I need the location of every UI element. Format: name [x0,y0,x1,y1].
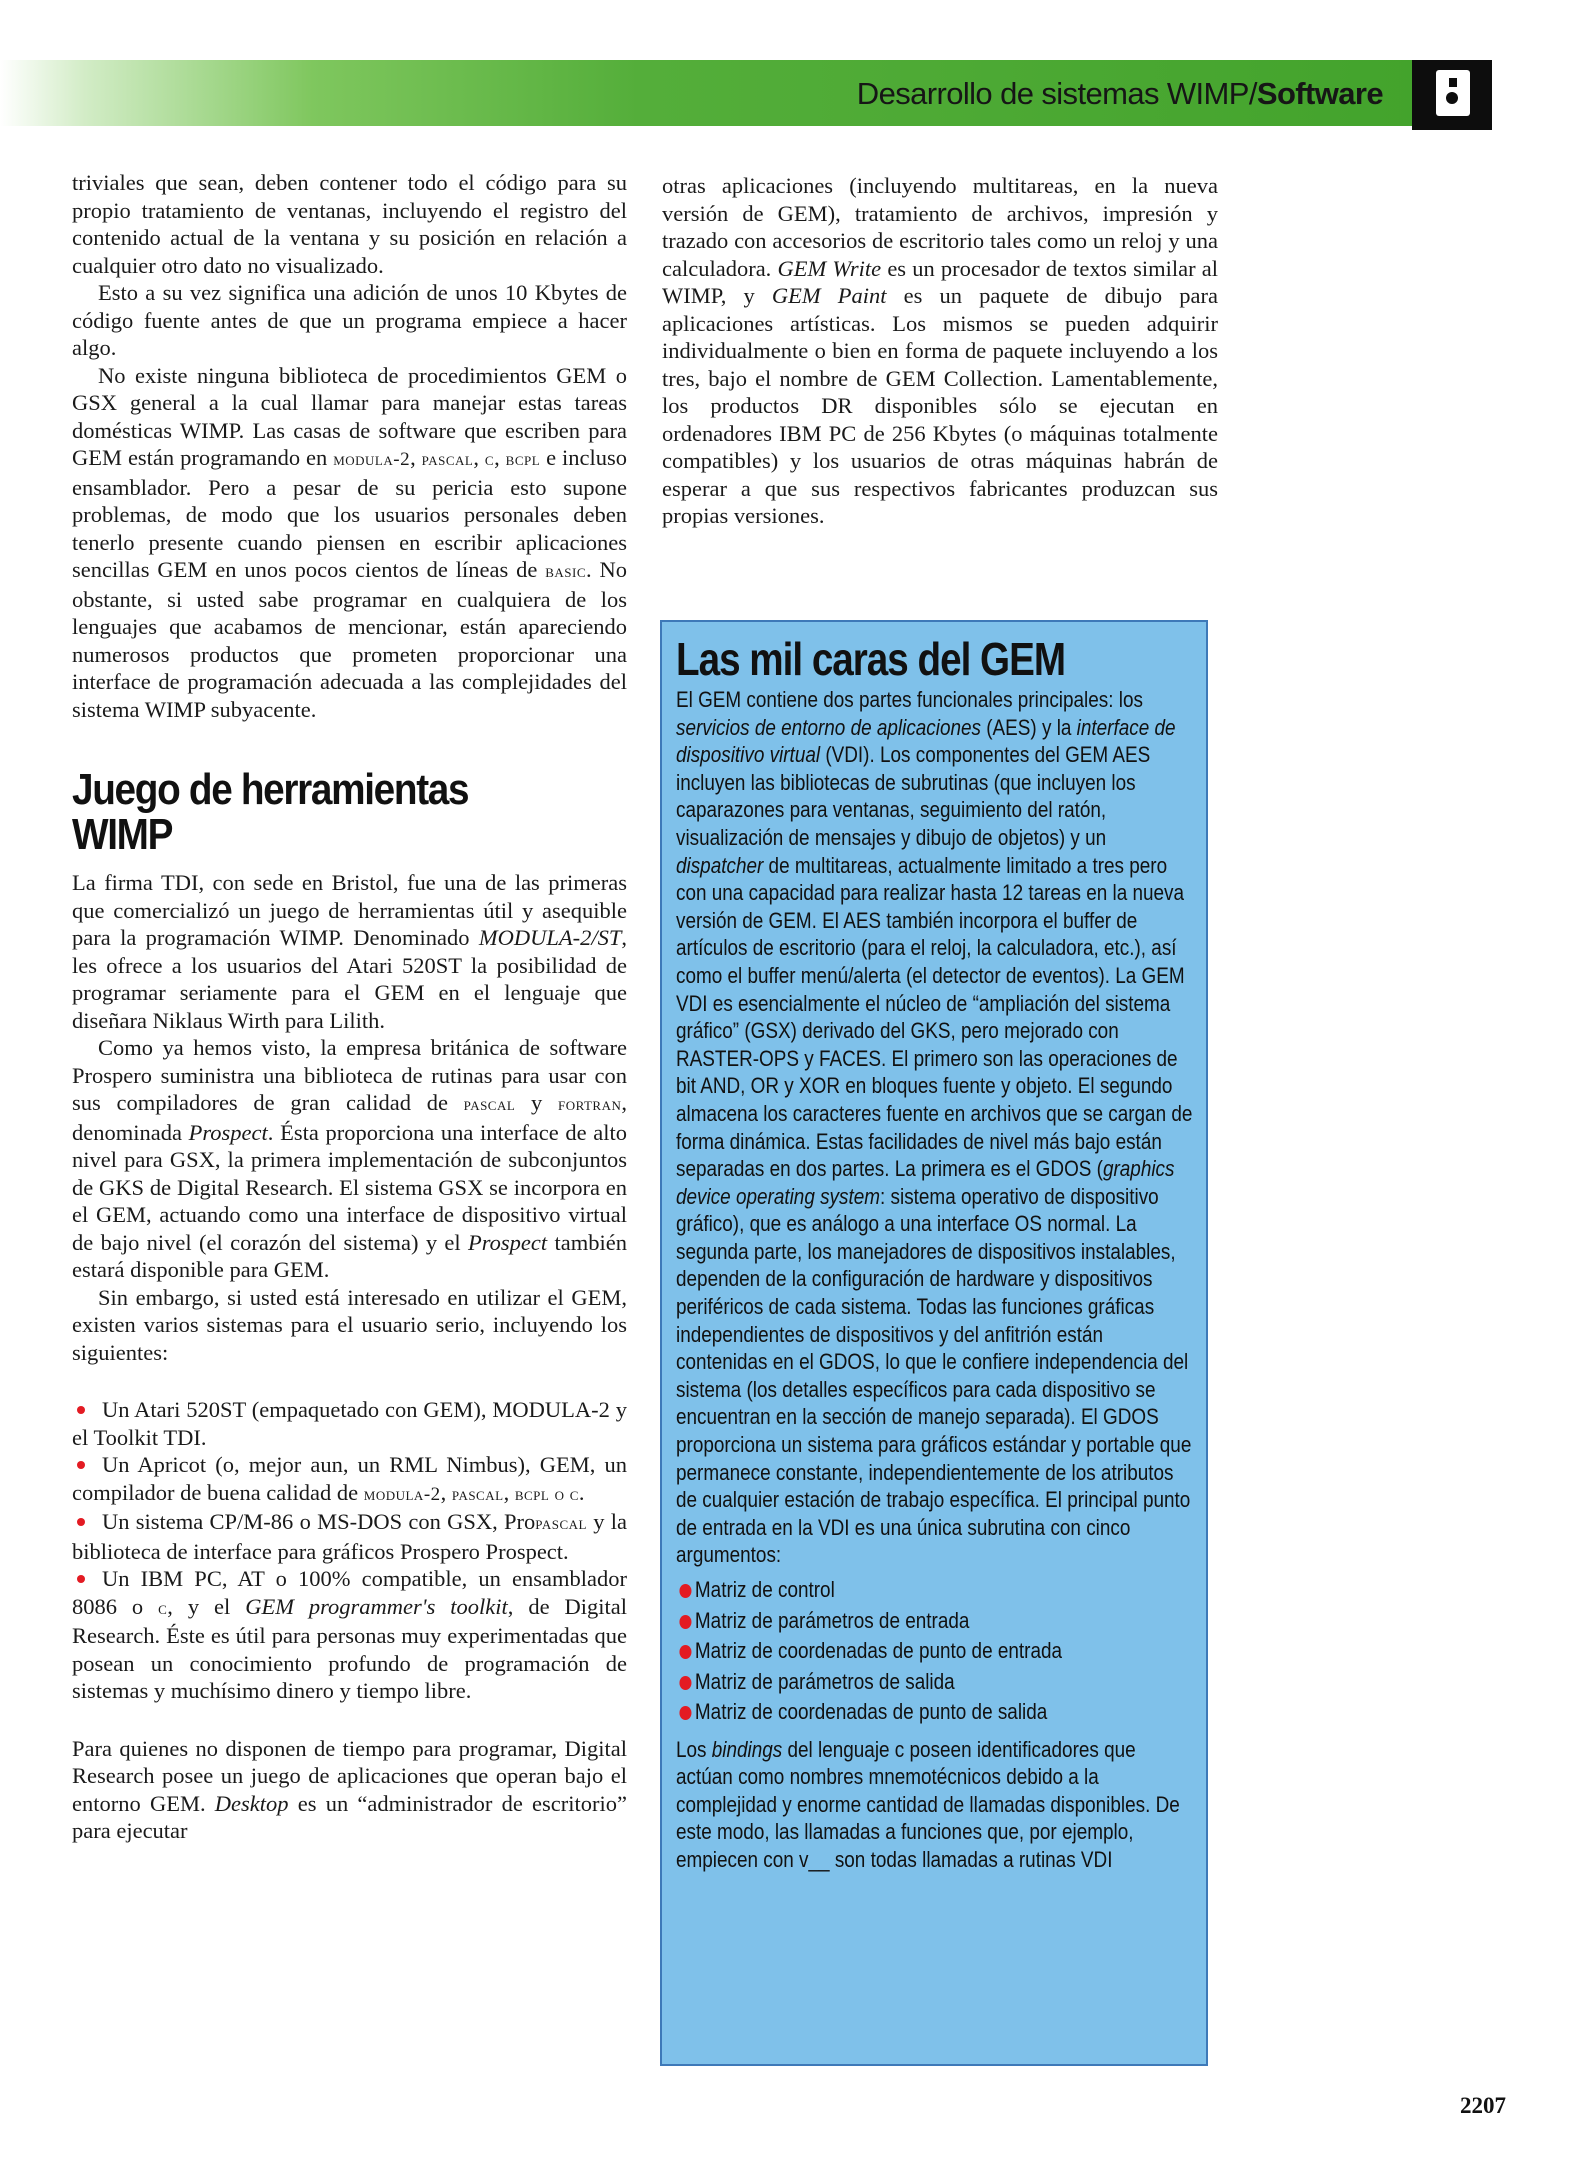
bullet-icon [679,1706,691,1720]
bullet-icon [77,1461,85,1469]
list-item: Un sistema CP/M-86 o MS-DOS con GSX, Propascal y la biblioteca de interface para gráficos Prospero Prospect. [72,1509,627,1564]
paragraph: Como ya hemos visto, la empresa británica de software Prospero suministra una biblioteca de rutinas para usar con sus compiladores de gran calidad de pascal y fortran, denominada Prospect. Ésta proporciona una interface de alto nivel para GSX, la primera implementación de subconjuntos de GKS de Digital Research. El sistema GSX se incorpora en el GEM, actuando como una interface de dispositivo virtual de bajo nivel (el corazón del sistema) y el Prospect también estará disponible para GEM. [72,1035,628,1282]
list-item: Matriz de coordenadas de punto de salida [676,1697,1121,1728]
paragraph: otras aplicaciones (incluyendo multitareas, en la nueva versión de GEM), tratamiento de archivos, impresión y trazado con accesorios de escritorio tales como un reloj y una calculadora. GEM Write es un procesador de textos similar al WIMP, y GEM Paint es un paquete de dibujo para aplicaciones artísticas. Los mismos se pueden adquirir individualmente o bien en forma de paquete incluyendo a los tres, bajo el nombre de GEM Collection. Lamentablemente, los productos DR disponibles sólo se ejecutan en ordenadores IBM PC de 256 Kbytes (o máquinas totalmente compatibles) y los usuarios de otras máquinas habrán de esperar a que sus respectivos fabricantes produzcan sus propias versiones. [662,173,1218,528]
paragraph: Para quienes no disponen de tiempo para programar, Digital Research posee un juego de aplicaciones que operan bajo el entorno GEM. Desktop es un “administrador de escritorio” para ejecutar [72,1735,628,1843]
list-item: Un IBM PC, AT o 100% compatible, un ensamblador 8086 o c, y el GEM programmer's toolkit, de Digital Research. Éste es útil para personas muy experimentadas que posean un conocimiento profundo de programación de sistemas y muchísimo dinero y tiempo libre. [72,1566,627,1703]
left-column [72,169,627,1845]
page-number: 2207 [1460,2093,1506,2118]
paragraph: La firma TDI, con sede en Bristol, fue una de las primeras que comercializó un juego de herramientas útil y asequible para la programación WIMP. Denominado MODULA-2/ST, les ofrece a los usuarios del Atari 520ST la posibilidad de programar seriamente para el GEM en el lenguaje que diseñara Niklaus Wirth para Lilith. [72,870,627,1033]
paragraph: Esto a su vez significa una adición de unos 10 Kbytes de código fuente antes de que un programa empiece a hacer algo. [72,280,627,360]
list-item: Matriz de coordenadas de punto de entrada [676,1636,1121,1667]
running-header-title: Desarrollo de sistemas WIMP/Software [856,76,1383,111]
bullet-icon [679,1584,691,1598]
bullet-icon [77,1518,85,1526]
list-item: Matriz de parámetros de entrada [676,1606,1121,1637]
bullet-icon [679,1615,691,1629]
bullet-icon [679,1645,691,1659]
systems-list [72,1396,627,1705]
paragraph: triviales que sean, deben contener todo el código para su propio tratamiento de ventanas, incluyendo el registro del contenido actual de la ventana y su posición en relación a cualquier otro dato no visualizado. [72,170,627,278]
paragraph: Sin embargo, si usted está interesado en utilizar el GEM, existen varios sistemas para el usuario serio, incluyendo los siguientes: [72,1284,627,1365]
list-item: Un Atari 520ST (empaquetado con GEM), MODULA-2 y el Toolkit TDI. [72,1397,627,1450]
arguments-list [676,1575,1194,1728]
list-item: Un Apricot (o, mejor aun, un RML Nimbus), GEM, un compilador de buena calidad de modula-2, pascal, bcpl o c. [72,1452,627,1505]
sidebar-paragraph: El GEM contiene dos partes funcionales principales: los servicios de entorno de aplicaciones (AES) y la interface de dispositivo virtual (VDI). Los componentes del GEM AES incluyen las bibliotecas de subrutinas (que incluyen los caparazones para ventanas, seguimiento del ratón, visualización de mensajes y dibujo de objetos) y un dispatcher de multitareas, actualmente limitado a tres pero con una capacidad para realizar hasta 12 tareas en la nueva versión de GEM. El AES también incorpora el buffer de artículos de escritorio (para el reloj, la calculadora, etc.), así como el buffer menú/alerta (el detector de eventos). La GEM VDI es esencialmente el núcleo de “ampliación del sistema gráfico” (GSX) derivado del GKS, pero mejorado con RASTER-OPS y FACES. El primero son las operaciones de bit AND, OR y XOR en bloques fuente y objeto. El segundo almacena los caracteres fuente en archivos que se cargan de forma dinámica. Estas facilidades de nivel más bajo están separadas en dos partes. La primera es el GDOS (graphics device operating system: sistema operativo de dispositivo gráfico), que es análogo a una interface OS normal. La segunda parte, los manejadores de dispositivos instalables, dependen de la configuración de hardware y dispositivos periféricos de cada sistema. Todas las funciones gráficas independientes de dispositivos y del anfitrión están contenidas en el GDOS, lo que le confiere independencia del sistema (los detalles específicos para cada dispositivo se encuentran en la sección de manejo separada). El GDOS proporciona un sistema para gráficos estándar y portable que permanece constante, independientemente de los atributos de cualquier estación de trabajo específica. El principal punto de entrada en la VDI es una única subrutina con cinco argumentos: [676,687,1193,1568]
right-column [662,172,1218,530]
paragraph: No existe ninguna biblioteca de procedimientos GEM o GSX general a la cual llamar para manejar estas tareas domésticas WIMP. Las casas de software que escriben para GEM están programando en modula-2, pascal, c, bcpl e incluso ensamblador. Pero a pesar de su pericia esto supone problemas, de modo que los usuarios personales deben tenerlo presente cuando piensen en escribir aplicaciones sencillas GEM en unos pocos cientos de líneas de basic. No obstante, si usted sabe programar en cualquiera de los lenguajes que acabamos de mencionar, están apareciendo numerosos productos que prometen proporcionar una interface de programación adecuada a las complejidades del sistema WIMP subyacente. [72,362,628,722]
bullet-icon [77,1406,85,1414]
floppy-disk-icon [1436,70,1470,116]
sidebar-box [660,620,1208,2066]
section-heading: Juego de herramientas WIMP [72,765,469,859]
list-item: Matriz de parámetros de salida [676,1667,1121,1698]
list-item: Matriz de control [676,1575,1121,1606]
sidebar-paragraph: Los bindings del lenguaje c poseen identificadores que actúan como nombres mnemotécnicos debido a la complejidad y enorme cantidad de llamadas disponibles. De este modo, las llamadas a funciones que, por ejemplo, empiecen con v__ son todas llamadas a rutinas VDI [676,1736,1180,1872]
bullet-icon [77,1575,85,1583]
sidebar-title: Las mil caras del GEM [676,633,1066,685]
bullet-icon [679,1676,691,1690]
